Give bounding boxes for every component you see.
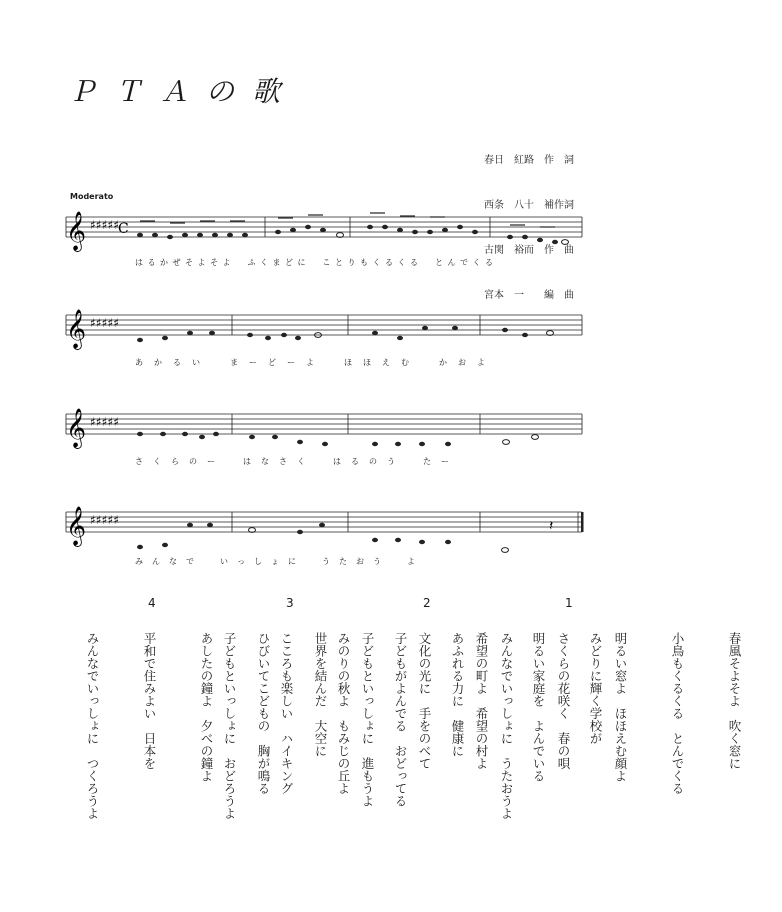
verse-line: あしたの鐘よ 夕べの鐘よ	[199, 632, 214, 782]
lyrics-line-4: みんなで いっしょに うたおう よ	[135, 557, 424, 566]
treble-clef-icon: 𝄞	[66, 408, 87, 448]
lyrics-line-2: あかるい まーどーよ ほほえむ かおよ	[135, 358, 496, 367]
verse-line: みんなでいっしょに うたおうよ	[499, 632, 514, 820]
verse-line: さくらの花咲く 春の唄	[556, 632, 571, 770]
time-signature: C	[118, 221, 129, 237]
verse-line: みのりの秋よ もみじの丘よ	[336, 632, 351, 795]
verse-line: 小鳥もくるくる とんでくる	[670, 632, 685, 795]
tempo-marking: Moderato	[70, 192, 114, 201]
verse-line: 文化の光に 手をのべて	[417, 632, 432, 770]
verse-line: こころも楽しい ハイキング	[279, 632, 294, 795]
verse-number-3: 3	[286, 596, 294, 610]
verse-4	[64, 632, 368, 820]
treble-clef-icon: 𝄞	[66, 506, 87, 546]
lyrics-line-3: さくらのー はなさく はるのう たー	[135, 457, 459, 466]
key-signature: ♯♯♯♯♯	[90, 513, 120, 527]
verse-line: 明るい窓よ ほほえむ顔よ	[613, 632, 628, 782]
verse-number-2: 2	[423, 596, 431, 610]
verse-line: あふれる力に 健康に	[450, 632, 465, 757]
credit-lyricist: 春日 紅路 作 詞	[484, 155, 574, 166]
key-signature: ♯♯♯♯♯	[90, 415, 120, 429]
verse-line: 平和で住みよい 日本を	[142, 632, 157, 770]
verse-number-1: 1	[565, 596, 573, 610]
page-title: ＰＴＡの歌	[68, 75, 299, 108]
key-signature: ♯♯♯♯♯	[90, 218, 120, 232]
verse-line: 子どもがよんでる おどってる	[393, 632, 408, 807]
credit-arranger: 宮本 一 編 曲	[484, 290, 574, 301]
verse-line: ひびいてこどもの 胸が鳴る	[256, 632, 271, 795]
verse-line: 子どもといっしょに おどろうよ	[222, 632, 237, 820]
verse-line: みんなでいっしょに つくろうよ	[85, 632, 100, 820]
verse-line: 世界を結んだ 大空に	[313, 632, 328, 757]
verse-line: 希望の町よ 希望の村よ	[474, 632, 489, 770]
treble-clef-icon: 𝄞	[66, 211, 87, 251]
treble-clef-icon: 𝄞	[66, 309, 87, 349]
verse-line: 春風そよそよ 吹く窓に	[727, 632, 742, 770]
verse-line: みどりに輝く学校が	[588, 632, 603, 745]
credit-co-lyricist: 西条 八十 補作詞	[484, 200, 574, 211]
staff-system-4	[0, 500, 645, 560]
verse-line: 子どもといっしょに 進もうよ	[360, 632, 375, 807]
final-barline	[581, 512, 584, 532]
credit-composer: 古関 裕而 作 曲	[484, 245, 574, 256]
lyrics-line-1: はるかぜそよそよ ふくまどに ことりもくるくる とんでくる	[135, 258, 498, 267]
staff-system-1	[0, 205, 645, 265]
quarter-rest-icon: 𝄽	[549, 518, 554, 534]
staff-system-2	[0, 303, 645, 363]
verse-line: 明るい家庭を よんでいる	[531, 632, 546, 782]
staff-system-3	[0, 402, 645, 462]
key-signature: ♯♯♯♯♯	[90, 316, 120, 330]
verse-number-4: 4	[148, 596, 156, 610]
